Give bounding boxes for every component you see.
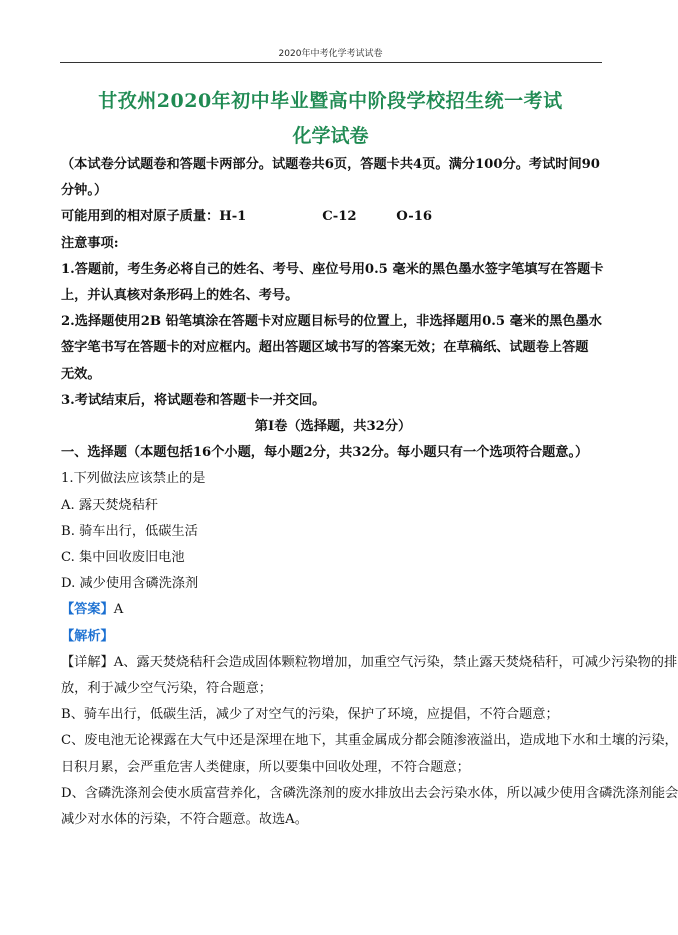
running-header: 2020年中考化学考试试卷 <box>278 49 383 59</box>
intro-line-1: （本试卷分试题卷和答题卡两部分。试题卷共6页，答题卡共4页。满分100分。考试时间90 <box>61 157 600 172</box>
answer-tag: 【答案】 <box>61 602 114 618</box>
detail-tag: 【详解】 <box>61 654 114 670</box>
detail-line: C、废电池无论裸露在大气中还是深埋在地下，其重金属成分都会随渗液溢出，造成地下水和土壤的污染， <box>61 733 678 749</box>
detail-text: A、露天焚烧秸秆会造成固体颗粒物增加，加重空气污染，禁止露天焚烧秸秆，可减少污染物的排 <box>113 654 678 670</box>
analysis-tag: 【解析】 <box>61 628 114 644</box>
exam-title: 甘孜州2020年初中毕业暨高中阶段学校招生统一考试 <box>98 90 563 112</box>
option-b: B. 骑车出行，低碳生活 <box>61 523 198 539</box>
notes-line: 1.答题前，考生务必将自己的姓名、考号、座位号用0.5 毫米的黑色墨水签字笔填写在答题卡 <box>61 261 604 277</box>
detail-line: 减少对水体的污染，不符合题意。故选A。 <box>61 812 308 828</box>
atomic-mass-label: 可能用到的相对原子质量： <box>61 209 220 225</box>
section-title: 第Ⅰ卷（选择题，共32分） <box>254 419 412 435</box>
detail-line: 放，利于减少空气污染，符合题意； <box>61 681 272 697</box>
exam-subtitle: 化学试卷 <box>292 125 369 147</box>
option-c: C. 集中回收废旧电池 <box>61 550 185 566</box>
answer-value: A <box>113 602 124 618</box>
notes-line: 3.考试结束后，将试题卷和答题卡一并交回。 <box>61 392 326 408</box>
answer-line <box>61 597 605 623</box>
option-d: D. 减少使用含磷洗涤剂 <box>61 576 199 592</box>
document-body <box>61 152 678 833</box>
detail-line <box>61 650 678 676</box>
notes-line: 签字笔书写在答题卡的对应框内。超出答题区域书写的答案无效；在草稿纸、试题卷上答题 <box>61 340 589 356</box>
analysis-line <box>61 624 605 650</box>
option-a: A. 露天焚烧秸秆 <box>61 497 159 513</box>
atomic-mass-h: H-1 <box>219 209 247 225</box>
atomic-mass-c: C-12 <box>322 209 357 225</box>
question-stem: 1.下列做法应该禁止的是 <box>61 471 206 487</box>
notes-line: 2.选择题使用2B 铅笔填涂在答题卡对应题目标号的位置上，非选择题用0.5 毫米的黑色墨水 <box>61 314 602 330</box>
section-heading: 一、选择题（本题包括16个小题，每小题2分，共32分。每小题只有一个选项符合题意。） <box>61 445 589 461</box>
detail-line: 日积月累，会严重危害人类健康，所以要集中回收处理，不符合题意； <box>61 759 470 775</box>
notes-heading: 注意事项: <box>61 235 119 251</box>
detail-line: D、含磷洗涤剂会使水质富营养化，含磷洗涤剂的废水排放出去会污染水体，所以减少使用含磷洗涤剂能会 <box>61 785 678 801</box>
notes-line: 上，并认真核对条形码上的姓名、考号。 <box>61 288 299 304</box>
atomic-mass-line <box>61 204 605 230</box>
detail-line: B、骑车出行，低碳生活，减少了对空气的污染，保护了环境，应提倡，不符合题意； <box>61 707 559 723</box>
notes-line: 无效。 <box>61 366 101 382</box>
header-divider <box>60 62 602 63</box>
intro-line-2: 分钟。） <box>61 183 108 199</box>
atomic-mass-o: O-16 <box>396 209 433 225</box>
